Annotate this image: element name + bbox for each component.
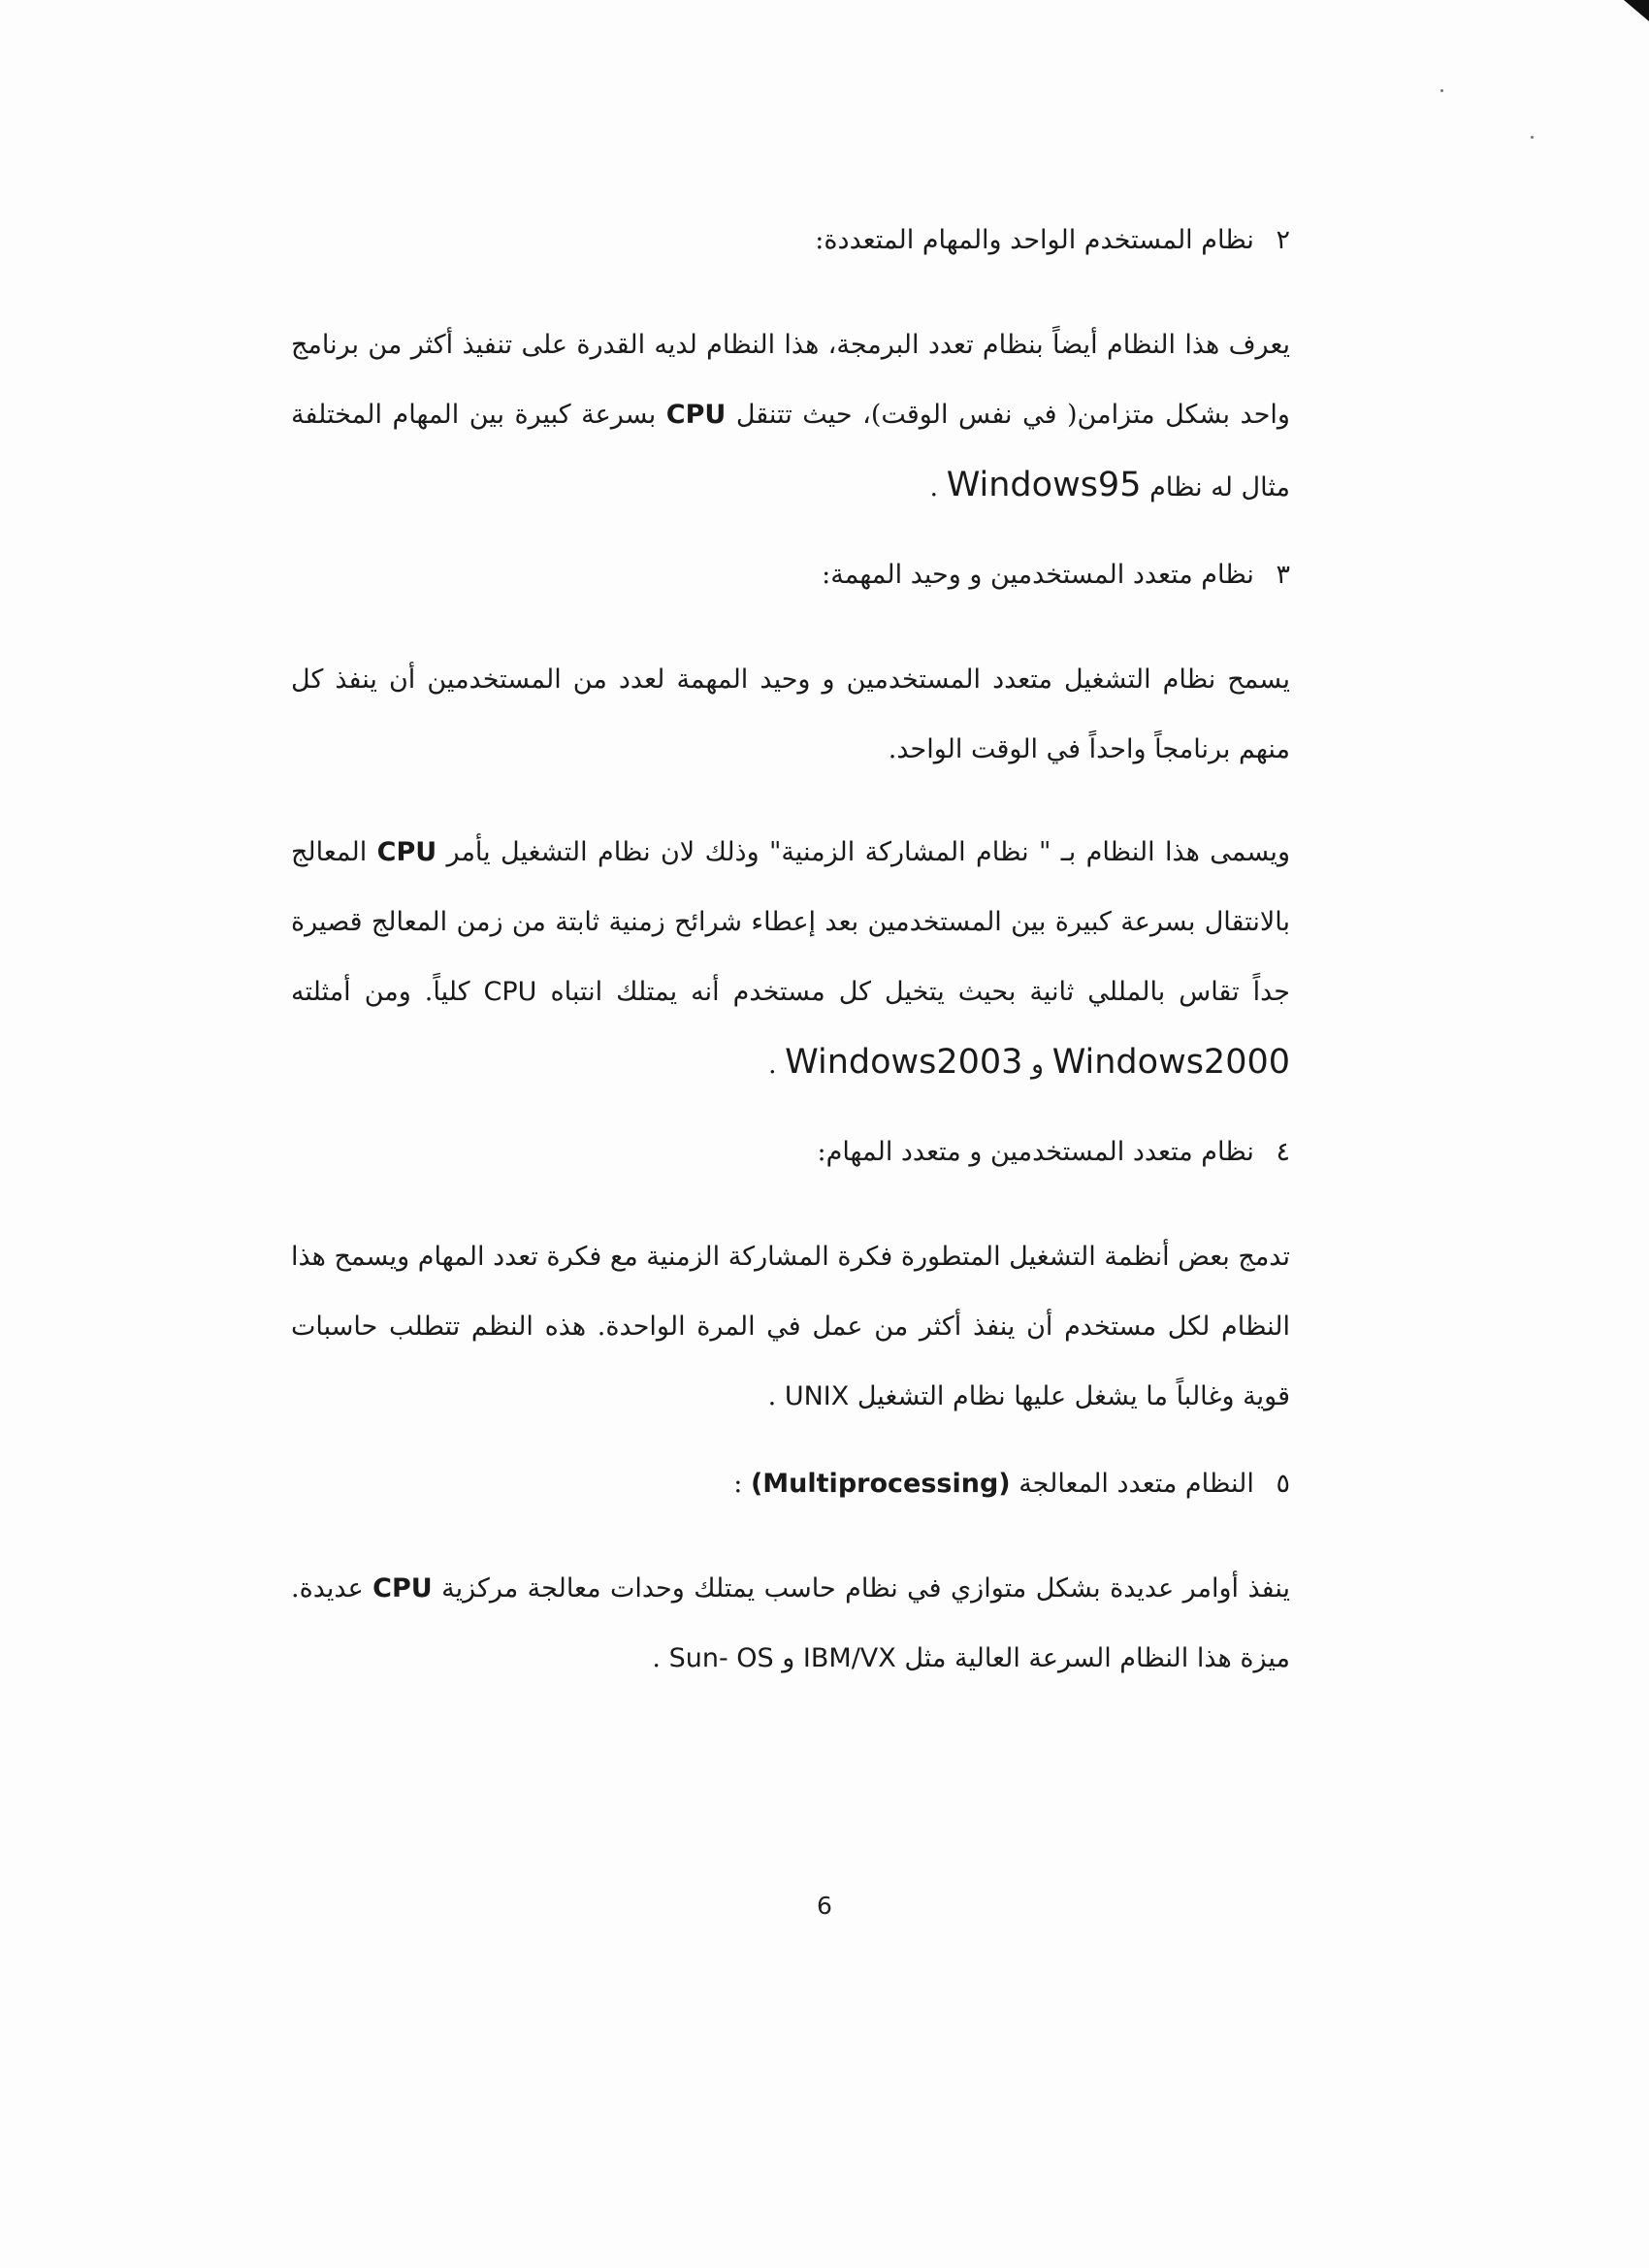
section-title: نظام المستخدم الواحد والمهام المتعددة: bbox=[815, 225, 1254, 255]
text-run: . bbox=[652, 1643, 661, 1673]
text-run: المعالج بالانتقال بسرعة كبيرة بين المستخدمين بعد إعطاء شرائح زمنية ثابتة من زمن المعالج قصيرة جداً تقاس بالمللي ثانية بحيث يتخيل كل مستخدم أنه يمتلك انتباه bbox=[291, 837, 1290, 1007]
os-name: Windows2000 bbox=[1051, 1043, 1290, 1082]
text-run: تدمج بعض أنظمة التشغيل المتطورة فكرة المشاركة الزمنية مع فكرة تعدد المهام ويسمح هذا النظام لكل مستخدم أن ينفذ أكثر من عمل في المرة الواحدة. هذه النظم تتطلب حاسبات قوية وغالباً ما يشغل عليها نظام التشغيل bbox=[291, 1242, 1290, 1411]
os-name: IBM/VX bbox=[802, 1643, 896, 1673]
scan-edge-mark bbox=[1624, 0, 1649, 21]
section-number: ٣ bbox=[1276, 560, 1290, 590]
os-name: Windows2003 bbox=[785, 1043, 1023, 1082]
cpu-term: CPU bbox=[665, 400, 727, 430]
paragraph: يسمح نظام التشغيل متعدد المستخدمين و وحيد المهمة لعدد من المستخدمين أن ينفذ كل منهم برنامجاً واحداً في الوقت الواحد. bbox=[291, 664, 1290, 764]
text-run: . bbox=[929, 472, 939, 502]
paragraph bbox=[291, 1222, 1290, 1432]
os-name: Windows95 bbox=[946, 466, 1142, 504]
text-run: و bbox=[782, 1643, 795, 1673]
cpu-term: CPU bbox=[483, 977, 537, 1007]
section-title: نظام متعدد المستخدمين و وحيد المهمة: bbox=[822, 560, 1254, 590]
section-heading-5 bbox=[291, 1465, 1290, 1504]
text-run: . bbox=[767, 1381, 777, 1411]
section-heading-3 bbox=[291, 556, 1290, 595]
text-run: ينفذ أوامر عديدة بشكل متوازي في نظام حاسب يمتلك وحدات معالجة مركزية bbox=[441, 1573, 1290, 1604]
text-run: عديدة. ميزة هذا النظام السرعة العالية مثل bbox=[291, 1573, 1290, 1673]
text-run: . bbox=[767, 1050, 777, 1080]
scan-speck bbox=[1531, 136, 1534, 139]
paragraph bbox=[291, 1554, 1290, 1694]
text-run: بسرعة كبيرة بين المهام المختلفة مثال له نظام bbox=[291, 400, 1290, 502]
section-title: النظام متعدد المعالجة bbox=[1018, 1469, 1254, 1499]
text-run: كلياً. ومن أمثلته bbox=[291, 977, 470, 1007]
page-number: 6 bbox=[817, 1892, 832, 1920]
os-name: UNIX bbox=[784, 1381, 850, 1411]
paragraph bbox=[291, 310, 1290, 523]
os-name: Sun- OS bbox=[668, 1643, 774, 1673]
section-title: نظام متعدد المستخدمين و متعدد المهام: bbox=[817, 1137, 1254, 1167]
section-number: ٢ bbox=[1276, 225, 1290, 255]
section-title-end: : bbox=[733, 1469, 743, 1499]
cpu-term: CPU bbox=[372, 1573, 433, 1604]
cpu-term: CPU bbox=[376, 837, 437, 867]
scan-speck bbox=[1440, 89, 1443, 92]
text-run: ويسمى هذا النظام بـ " نظام المشاركة الزمنية" وذلك لان نظام التشغيل يأمر bbox=[446, 837, 1290, 867]
text-run: يعرف هذا النظام أيضاً بنظام تعدد البرمجة، هذا النظام لديه القدرة على تنفيذ أكثر من برنامج واحد بشكل متزامن( في نفس الوقت)، حيث تتنقل bbox=[291, 330, 1290, 430]
section-heading-4 bbox=[291, 1133, 1290, 1172]
text-run: و bbox=[1031, 1050, 1045, 1080]
section-number: ٤ bbox=[1276, 1137, 1290, 1167]
paragraph bbox=[291, 818, 1290, 1100]
section-heading-2 bbox=[291, 221, 1290, 260]
document-body bbox=[291, 194, 1290, 1727]
section-number: ٥ bbox=[1276, 1469, 1290, 1499]
section-title-latin: (Multiprocessing) bbox=[750, 1469, 1011, 1499]
